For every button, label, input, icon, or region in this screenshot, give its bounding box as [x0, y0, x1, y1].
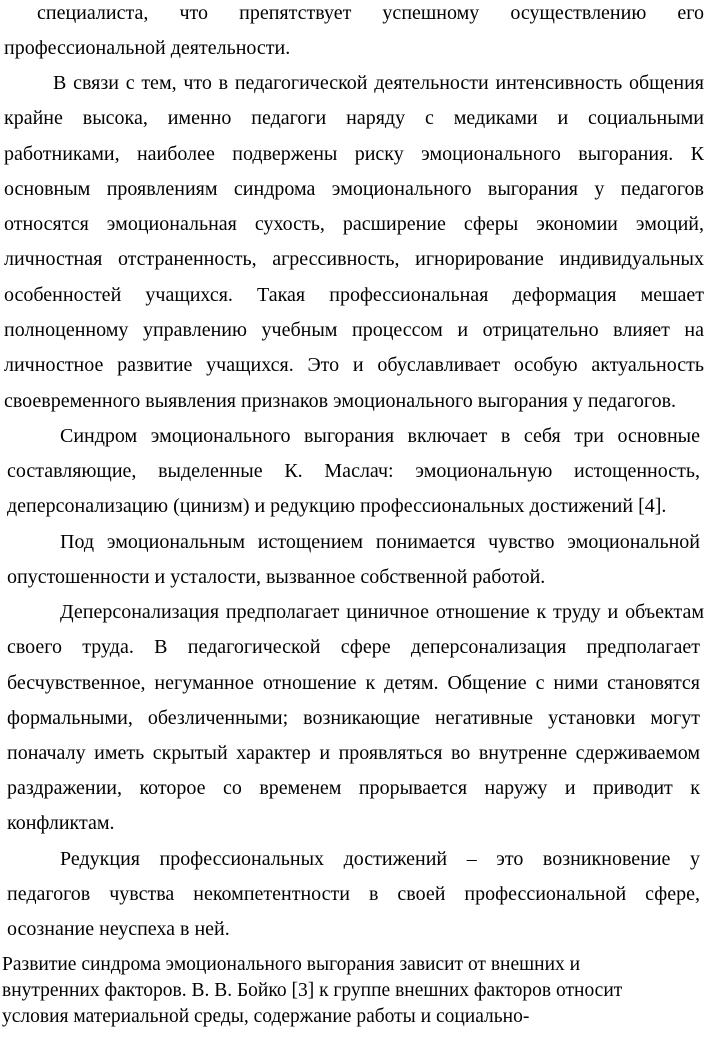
text-line: своего труда. В педагогической сфере деперсонализация предполагает: [7, 636, 700, 658]
text-line: основным проявлениям синдрома эмоционального выгорания у педагогов: [4, 178, 704, 200]
text-line: Редукция профессиональных достижений – это возникновение у: [60, 848, 700, 870]
text-line: раздражении, которое со временем прорывается наружу и приводит к: [7, 777, 700, 799]
text-line: профессиональной деятельности.: [4, 37, 291, 59]
text-line: относятся эмоциональная сухость, расширение сферы экономии эмоций,: [4, 213, 704, 235]
text-line: В связи с тем, что в педагогической деятельности интенсивность общения: [53, 72, 704, 94]
text-line: своевременного выявления признаков эмоционального выгорания у педагогов.: [4, 390, 677, 412]
text-line: опустошенности и усталости, вызванное собственной работой.: [7, 566, 546, 588]
text-line: составляющие, выделенные К. Маслач: эмоциональную истощенность,: [7, 460, 700, 482]
text-line: работниками, наиболее подвержены риску эмоционального выгорания. К: [4, 143, 704, 165]
text-line: осознание неуспеха в ней.: [7, 918, 230, 940]
text-line: внутренних факторов. В. В. Бойко [3] к группе внешних факторов относит: [2, 980, 623, 1001]
text-line: личностная отстраненность, агрессивность, игнорирование индивидуальных: [4, 248, 704, 270]
text-line: условия материальной среды, содержание работы и социально-: [2, 1006, 530, 1027]
text-line: формальными, обезличенными; возникающие негативные установки могут: [7, 707, 700, 729]
text-line: Синдром эмоционального выгорания включает в себя три основные: [60, 425, 700, 447]
text-line: конфликтам.: [7, 812, 115, 834]
text-line: личностное развитие учащихся. Это и обуславливает особую актуальность: [4, 354, 704, 376]
text-line: полноценному управлению учебным процессом и отрицательно влияет на: [4, 319, 704, 341]
text-line: особенностей учащихся. Такая профессиональная деформация мешает: [4, 284, 704, 306]
text-line: Под эмоциональным истощением понимается чувство эмоциональной: [60, 531, 700, 553]
text-line: деперсонализацию (цинизм) и редукцию профессиональных достижений [4].: [7, 495, 667, 517]
text-line: бесчувственное, негуманное отношение к детям. Общение с ними становятся: [7, 672, 700, 694]
text-line: педагогов чувства некомпетентности в своей профессиональной сфере,: [7, 883, 700, 905]
text-line: Деперсонализация предполагает циничное отношение к труду и объектам: [60, 601, 704, 623]
text-line: специалиста, что препятствует успешному осуществлению его: [37, 2, 704, 24]
text-line: крайне высока, именно педагоги наряду с медиками и социальными: [4, 107, 704, 129]
text-line: поначалу иметь скрытый характер и проявляться во внутренне сдерживаемом: [7, 742, 700, 764]
text-line: Развитие синдрома эмоционального выгорания зависит от внешних и: [2, 954, 581, 975]
